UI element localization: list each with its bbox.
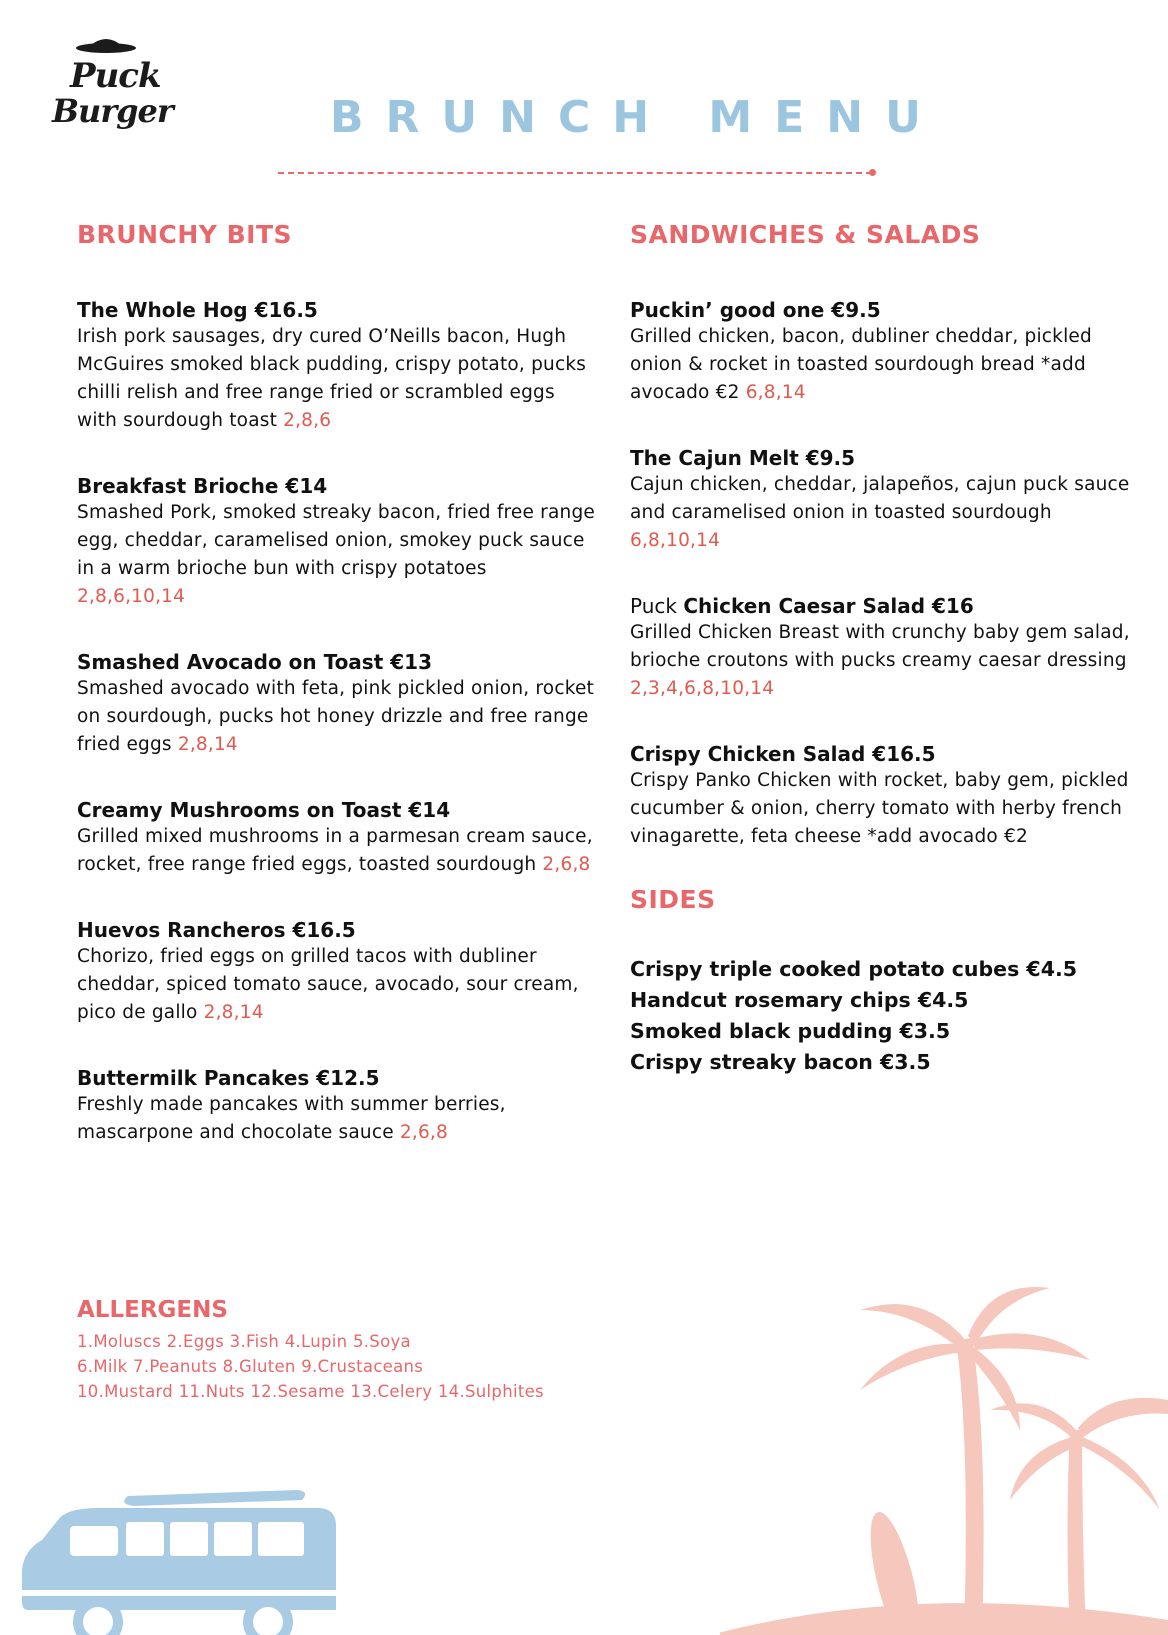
item-desc-text: Smashed avocado with feta, pink pickled onion, rocket on sourdough, pucks hot honey drizzle and free range fried eggs — [77, 678, 594, 755]
menu-item — [630, 593, 1130, 703]
item-name-prefix: Puck — [630, 594, 684, 618]
item-name: Breakfast Brioche €14 — [77, 474, 328, 498]
sides-title: SIDES — [630, 885, 716, 914]
item-name: Smashed Avocado on Toast €13 — [77, 650, 432, 674]
item-allergen-codes: 2,8,14 — [177, 734, 238, 755]
item-description — [77, 675, 597, 759]
item-desc-text: Grilled Chicken Breast with crunchy baby gem salad, brioche croutons with pucks creamy caesar dressing — [630, 622, 1130, 671]
item-name: The Cajun Melt €9.5 — [630, 446, 856, 470]
item-description — [77, 943, 597, 1027]
allergens-legend — [77, 1297, 597, 1404]
item-desc-text: Grilled mixed mushrooms in a parmesan cream sauce, rocket, free range fried eggs, toasted sourdough — [77, 826, 593, 875]
item-description — [77, 499, 597, 611]
item-desc-text: Grilled chicken, bacon, dubliner cheddar, pickled onion & rocket in toasted sourdough bread *add avocado €2 — [630, 326, 1092, 403]
sandwiches-salads-section — [630, 220, 1130, 1078]
allergens-line: 1.Moluscs 2.Eggs 3.Fish 4.Lupin 5.Soya — [77, 1332, 411, 1351]
item-allergen-codes: 2,6,8 — [542, 854, 591, 875]
menu-item — [630, 741, 1130, 851]
section-title: BRUNCHY BITS — [77, 220, 293, 249]
allergens-line: 10.Mustard 11.Nuts 12.Sesame 13.Celery 14.Sulphites — [77, 1382, 544, 1401]
item-allergen-codes: 2,8,6,10,14 — [77, 586, 186, 607]
allergens-title: ALLERGENS — [77, 1297, 228, 1323]
item-allergen-codes: 6,8,14 — [745, 382, 806, 403]
item-allergen-codes: 2,3,4,6,8,10,14 — [630, 678, 775, 699]
camper-van-icon — [18, 1490, 338, 1635]
item-description — [630, 471, 1130, 555]
item-desc-text: Chorizo, fried eggs on grilled tacos with dubliner cheddar, spiced tomato sauce, avocado, sour cream, pico de gallo — [77, 946, 579, 1023]
item-name: Crispy Chicken Salad €16.5 — [630, 742, 936, 766]
side-item: Crispy triple cooked potato cubes €4.5 — [630, 957, 1078, 981]
side-item: Crispy streaky bacon €3.5 — [630, 1050, 931, 1074]
item-name: Huevos Rancheros €16.5 — [77, 918, 356, 942]
item-name: Creamy Mushrooms on Toast €14 — [77, 798, 451, 822]
item-name: The Whole Hog €16.5 — [77, 298, 318, 322]
item-name — [630, 593, 1130, 619]
item-description — [77, 1091, 597, 1147]
section-title: SANDWICHES & SALADS — [630, 220, 981, 249]
item-name-main: Chicken Caesar Salad €16 — [683, 594, 974, 618]
item-description — [77, 323, 597, 435]
item-desc-text: Crispy Panko Chicken with rocket, baby gem, pickled cucumber & onion, cherry tomato with herby french vinagarette, feta cheese *add avocado €2 — [630, 770, 1129, 847]
item-allergen-codes: 2,8,14 — [203, 1002, 264, 1023]
item-description — [630, 323, 1130, 407]
puck-burger-logo — [48, 38, 173, 148]
item-name: Puckin’ good one €9.5 — [630, 298, 881, 322]
side-item: Smoked black pudding €3.5 — [630, 1019, 951, 1043]
side-item: Handcut rosemary chips €4.5 — [630, 988, 969, 1012]
item-desc-text: Irish pork sausages, dry cured O’Neills bacon, Hugh McGuires smoked black pudding, crispy potato, pucks chilli relish and free range fried or scrambled eggs with sourdough toast — [77, 326, 587, 431]
page-title: BRUNCH MENU — [330, 92, 943, 143]
title-divider — [278, 172, 872, 174]
item-description — [630, 767, 1130, 851]
item-allergen-codes: 6,8,10,14 — [630, 530, 721, 551]
menu-item — [77, 649, 597, 759]
item-allergen-codes: 2,6,8 — [399, 1122, 448, 1143]
item-allergen-codes: 2,8,6 — [283, 410, 332, 431]
menu-item — [77, 297, 597, 435]
item-name: Buttermilk Pancakes €12.5 — [77, 1066, 380, 1090]
item-desc-text: Smashed Pork, smoked streaky bacon, fried free range egg, cheddar, caramelised onion, smokey puck sauce in a warm brioche bun with crispy potatoes — [77, 502, 595, 579]
menu-item — [77, 1065, 597, 1147]
item-desc-text: Freshly made pancakes with summer berries, mascarpone and chocolate sauce — [77, 1094, 506, 1143]
logo-line1: Puck — [70, 56, 161, 96]
menu-item — [630, 297, 1130, 407]
menu-item — [630, 445, 1130, 555]
item-desc-text: Cajun chicken, cheddar, jalapeños, cajun puck sauce and caramelised onion in toasted sourdough — [630, 474, 1130, 523]
title-divider-dot — [869, 169, 876, 176]
brunchy-bits-section — [77, 220, 597, 1185]
palm-tree-icon — [720, 1280, 1168, 1635]
logo-line2: Burger — [52, 92, 173, 130]
menu-item — [77, 797, 597, 879]
menu-item — [77, 473, 597, 611]
item-description — [630, 619, 1130, 703]
item-description — [77, 823, 597, 879]
allergens-line: 6.Milk 7.Peanuts 8.Gluten 9.Crustaceans — [77, 1357, 424, 1376]
menu-item — [77, 917, 597, 1027]
